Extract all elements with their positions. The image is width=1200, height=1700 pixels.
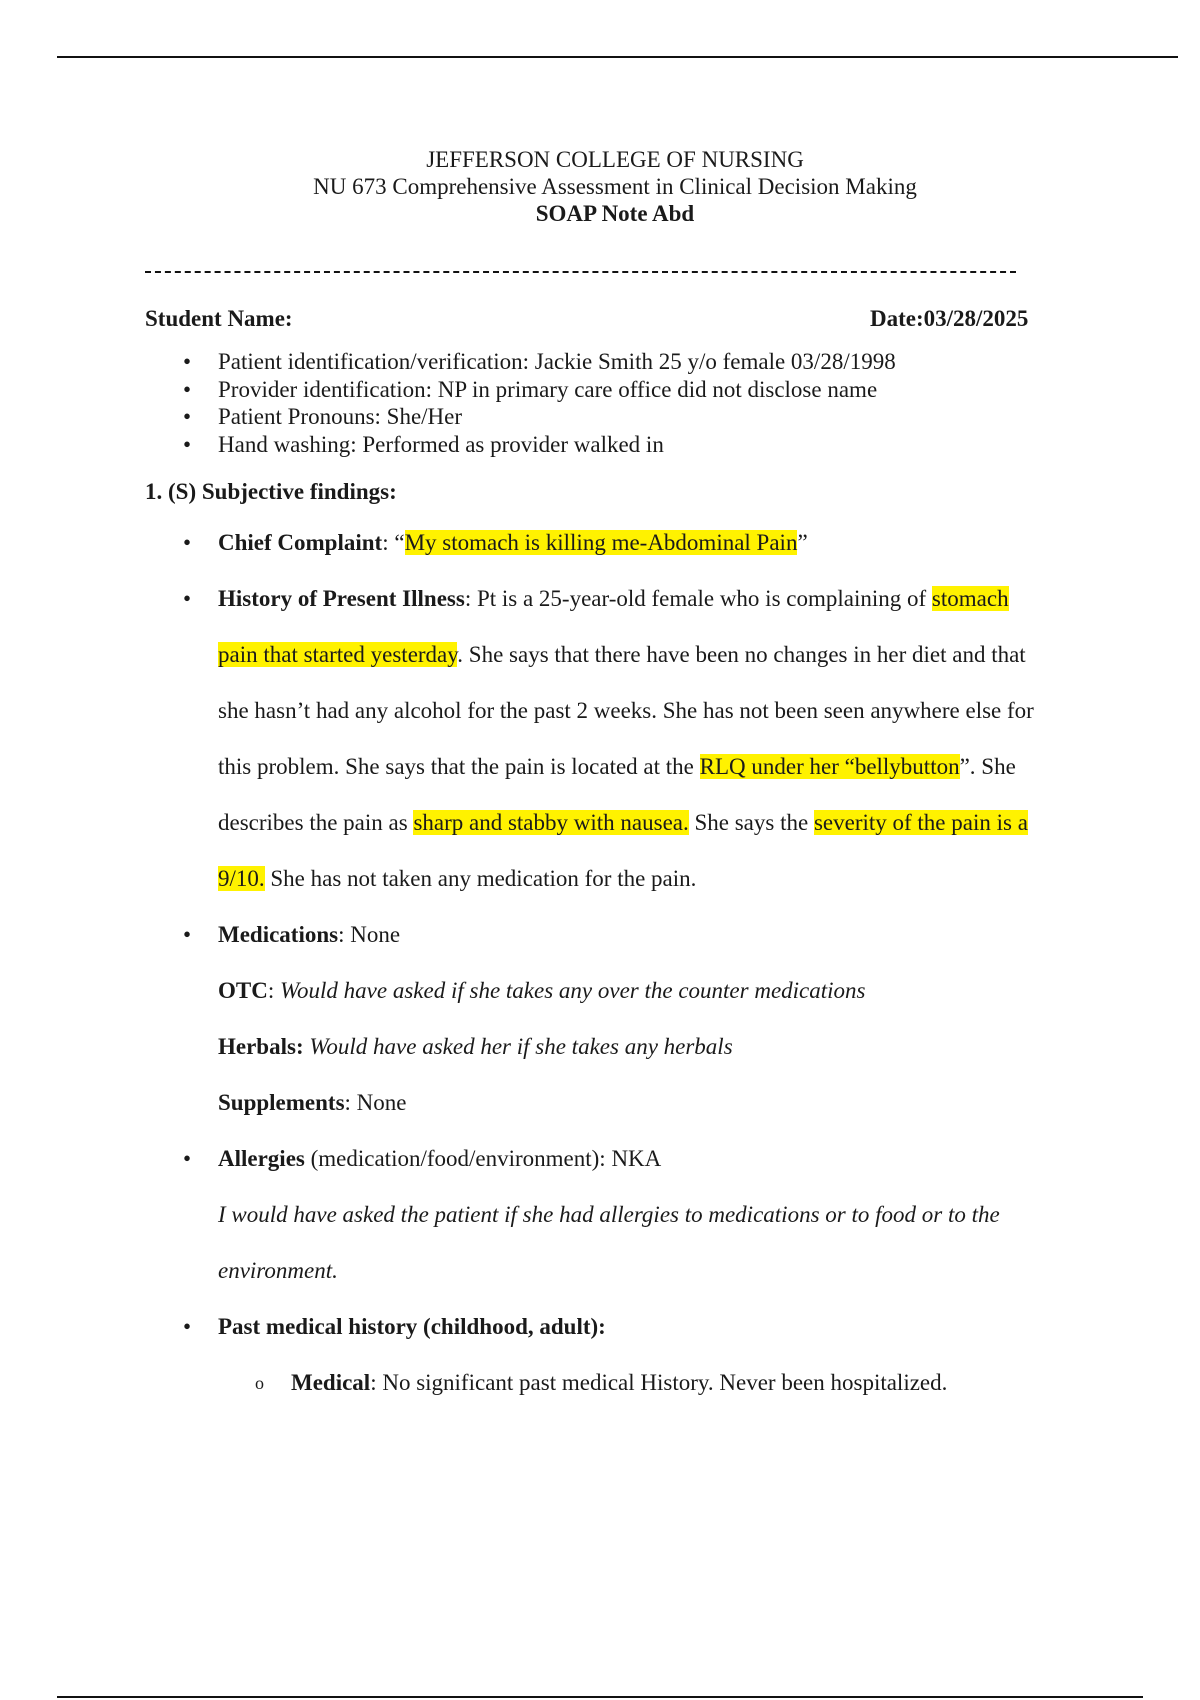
bullet-icon: •: [183, 922, 192, 947]
medications-label: Medications: [218, 922, 339, 947]
hpi-line-3: she hasn’t had any alcohol for the past 2 weeks. She has not been seen anywhere else for: [218, 698, 1034, 723]
top-rule: [57, 56, 1178, 58]
college-name: JEFFERSON COLLEGE OF NURSING: [426, 147, 804, 172]
bullet-icon: •: [183, 1146, 192, 1171]
dashed-divider: [145, 271, 1016, 273]
bullet-icon: •: [183, 1314, 192, 1339]
allergies-note-line-2: environment.: [218, 1258, 338, 1283]
allergies-item: • Allergies (medication/food/environment): NKA I would have asked the patient if she had allergies to medications or to food or to the environment.: [145, 1131, 1075, 1299]
bullet-icon: •: [183, 530, 192, 555]
hpi-item: [145, 571, 1075, 907]
document-title: SOAP Note Abd: [535, 201, 695, 226]
course-title: NU 673 Comprehensive Assessment in Clinical Decision Making: [313, 174, 917, 199]
bullet-icon: •: [183, 349, 192, 374]
student-row: [145, 300, 1075, 336]
document-body: [145, 300, 1075, 1411]
intro-list: [145, 348, 1075, 458]
list-item: • Hand washing: Performed as provider walked in: [183, 431, 664, 457]
hpi-line-1: History of Present Illness: Pt is a 25-year-old female who is complaining of stomach: [218, 586, 1009, 611]
hpi-line-4: this problem. She says that the pain is located at the RLQ under her “bellybutton”. She: [218, 754, 1016, 779]
hpi-line-5: describes the pain as sharp and stabby with nausea. She says the severity of the pain is a: [218, 810, 1028, 835]
chief-complaint-item: • Chief Complaint: “My stomach is killing me-Abdominal Pain”: [145, 515, 1075, 571]
bottom-rule: [57, 1696, 1143, 1698]
hpi-line-6: 9/10. She has not taken any medication for the pain.: [218, 866, 697, 891]
past-medical-history-item: [145, 1299, 1075, 1355]
student-name-label: Student Name:: [145, 306, 293, 331]
allergies-note-line-1: I would have asked the patient if she had allergies to medications or to food or to the: [218, 1202, 1000, 1227]
bullet-icon: •: [183, 404, 192, 429]
list-item: • Provider identification: NP in primary care office did not disclose name: [183, 376, 878, 402]
pmh-medical-label: Medical: [291, 1370, 371, 1395]
bullet-icon: •: [183, 376, 192, 402]
herbals-line: Herbals: Would have asked her if she takes any herbals: [218, 1034, 733, 1059]
allergies-label: Allergies: [218, 1146, 305, 1171]
otc-line: OTC: Would have asked if she takes any over the counter medications: [218, 978, 866, 1003]
hpi-line-2: pain that started yesterday. She says that there have been no changes in her diet and that: [218, 642, 1026, 667]
date-label: Date:03/28/2025: [870, 306, 1029, 331]
bullet-icon: •: [183, 431, 192, 457]
list-item: • Patient identification/verification: Jackie Smith 25 y/o female 03/28/1998: [183, 349, 896, 374]
list-item: • Patient Pronouns: She/Her: [183, 404, 463, 429]
chief-complaint-label: Chief Complaint: [218, 530, 383, 555]
bullet-icon: •: [183, 586, 192, 611]
document-header: [0, 146, 1200, 227]
supplements-line: Supplements: None: [218, 1090, 407, 1115]
chief-complaint-highlight: My stomach is killing me-Abdominal Pain: [404, 530, 798, 555]
medications-item: • Medications: None OTC: Would have asked if she takes any over the counter medications Herbals: Would have asked her if she takes any herbals Supplements: None: [145, 907, 1075, 1131]
hpi-label: History of Present Illness: [218, 586, 465, 611]
pmh-label: Past medical history (childhood, adult):: [218, 1314, 606, 1339]
subjective-section-title: 1. (S) Subjective findings:: [145, 479, 397, 504]
pmh-medical-item: o Medical: No significant past medical History. Never been hospitalized.: [145, 1355, 1075, 1411]
circle-bullet-icon: o: [255, 1373, 264, 1393]
